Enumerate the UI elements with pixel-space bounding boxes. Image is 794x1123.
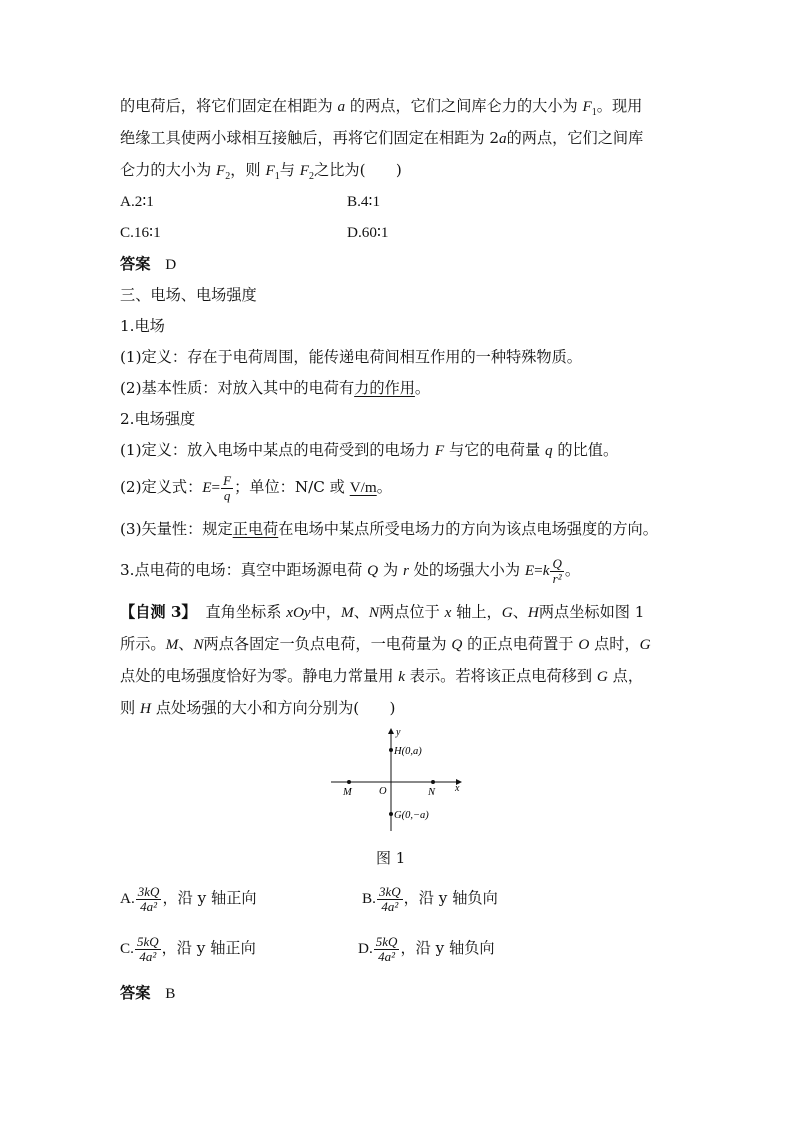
var-Q: Q — [367, 562, 379, 579]
point-M — [347, 780, 351, 784]
option-b — [362, 880, 498, 917]
answer-value: D — [165, 256, 177, 273]
problem3-line4 — [120, 697, 395, 720]
option-prefix: D. — [358, 940, 373, 957]
numerator: 3kQ — [137, 883, 160, 899]
text: 、 — [512, 603, 528, 621]
text: 点， — [612, 667, 644, 685]
problem3-line1 — [120, 601, 644, 624]
text: (3)矢量性：规定 — [120, 520, 233, 538]
text: 轴上， — [456, 603, 502, 621]
underlined-text: 力的作用 — [354, 379, 415, 397]
option-fraction — [135, 935, 161, 964]
var-O: O — [578, 636, 590, 653]
field-property — [120, 377, 430, 399]
problem2-line2 — [120, 127, 643, 150]
figure-caption: 图 1 — [376, 849, 406, 867]
problem3-line2 — [120, 633, 651, 656]
underlined-unit: V/m — [349, 479, 377, 496]
text: 表示。若将该正点电荷移到 — [409, 667, 593, 685]
answer-label: 答案 — [120, 255, 151, 273]
origin-label: O — [379, 786, 387, 797]
text: 、 — [178, 635, 194, 653]
var-k: k — [542, 562, 550, 579]
text: (2)基本性质：对放入其中的电荷有 — [120, 379, 355, 397]
subheading-intensity: 2.电场强度 — [120, 410, 196, 428]
coordinate-figure — [325, 725, 470, 837]
numerator: 3kQ — [378, 883, 401, 899]
var-F: F — [434, 442, 445, 459]
text: 。 — [414, 379, 431, 397]
text: 中， — [310, 603, 342, 621]
option-prefix: B. — [362, 890, 376, 907]
section-heading: 三、电场、电场强度 — [120, 286, 257, 304]
intensity-formula — [120, 470, 392, 505]
denominator: 4a² — [139, 948, 157, 964]
var-r: r — [402, 562, 409, 579]
subscript: 1 — [591, 107, 597, 119]
var-N: N — [193, 636, 204, 653]
denominator: 4a² — [378, 948, 396, 964]
field-definition: (1)定义：存在于电荷周围，能传递电荷间相互作用的一种特殊物质。 — [120, 348, 582, 366]
var-xOy: xOy — [286, 604, 311, 621]
point-H-label: H(0,a) — [394, 746, 422, 757]
answer-line — [120, 253, 176, 276]
numerator: Q — [552, 555, 562, 571]
denominator: 4a² — [140, 898, 158, 914]
option-prefix: C. — [120, 940, 134, 957]
var-N: N — [368, 604, 380, 621]
text: 之比为( ) — [314, 161, 402, 179]
option-text: ，沿 y 轴负向 — [403, 889, 498, 907]
text: (2)定义式： — [120, 478, 203, 496]
underlined-text: 正电荷 — [232, 520, 279, 538]
subscript: 2 — [225, 171, 231, 183]
var-a: a — [499, 130, 507, 147]
text: ；单位：N/C 或 — [234, 478, 345, 496]
problem2-line3 — [120, 159, 402, 188]
answer-label: 答案 — [120, 984, 151, 1002]
option-b: B.4∶1 — [347, 193, 381, 210]
point-N-label: N — [428, 787, 436, 798]
option-c: C.16∶1 — [120, 224, 161, 241]
text: ，则 — [230, 161, 261, 179]
fraction-Q-over-r2 — [550, 557, 563, 586]
var-F2: F — [299, 162, 310, 179]
text: 3.点电荷的电场：真空中距场源电荷 — [120, 561, 363, 579]
problem2-line1 — [120, 95, 642, 124]
equals: = — [211, 479, 221, 496]
option-c — [120, 930, 256, 967]
var-Q: Q — [451, 636, 463, 653]
point-G — [389, 812, 393, 816]
option-a: A.2∶1 — [120, 193, 154, 210]
text: 的两点，它们之间库仑力的大小为 — [349, 97, 578, 115]
subscript: 1 — [274, 171, 280, 183]
var-q: q — [544, 442, 553, 459]
var-a: a — [337, 98, 346, 115]
vector-property — [120, 518, 658, 540]
option-d: D.60∶1 — [347, 224, 389, 241]
problem-tag: 【自测 3】 — [120, 603, 197, 621]
answer-value: B — [165, 985, 176, 1002]
var-M: M — [165, 636, 179, 653]
text: 仑力的大小为 — [120, 161, 212, 179]
var-F1: F — [265, 162, 275, 179]
option-prefix: A. — [120, 890, 135, 907]
text: 的正点电荷置于 — [467, 635, 574, 653]
numerator: F — [223, 472, 232, 488]
y-axis-label: y — [396, 727, 401, 738]
subscript: 2 — [309, 171, 315, 183]
answer-line — [120, 982, 175, 1005]
point-charge-field — [120, 553, 580, 588]
option-fraction — [377, 885, 403, 914]
var-G: G — [501, 604, 513, 621]
subheading-field: 1.电场 — [120, 317, 165, 335]
text: 、 — [353, 603, 369, 621]
point-M-label: M — [343, 787, 352, 798]
text: 为 — [382, 561, 399, 579]
var-E: E — [524, 562, 535, 579]
text: 绝缘工具使两小球相互接触后，再将它们固定在相距为 2 — [120, 129, 499, 147]
var-F2: F — [215, 162, 226, 179]
text: 点处的电场强度恰好为零。静电力常量用 — [120, 667, 394, 685]
text: 所示。 — [120, 635, 166, 653]
var-H: H — [140, 700, 151, 717]
option-a — [120, 880, 257, 917]
option-text: ，沿 y 轴正向 — [161, 939, 256, 957]
var-M: M — [341, 604, 354, 621]
text: 点时， — [594, 635, 640, 653]
var-G: G — [639, 636, 651, 653]
problem3-line3 — [120, 665, 643, 688]
option-d — [358, 930, 495, 967]
text: 两点各固定一负点电荷，一电荷量为 — [203, 635, 447, 653]
text: 的电荷后，将它们固定在相距为 — [120, 97, 333, 115]
text: (1)定义：放入电场中某点的电荷受到的电场力 — [120, 441, 431, 459]
point-G-label: G(0,−a) — [394, 810, 429, 821]
text: 在电场中某点所受电场力的方向为该点电场强度的方向。 — [278, 520, 658, 538]
numerator: 5kQ — [375, 933, 398, 949]
option-fraction — [374, 935, 400, 964]
denominator: q — [223, 487, 231, 503]
text: 两点位于 — [379, 603, 440, 621]
text: 与 — [279, 161, 295, 179]
option-text: ，沿 y 轴正向 — [162, 889, 257, 907]
option-fraction — [136, 885, 162, 914]
text: 。 — [564, 561, 581, 579]
text: 的两点，它们之间库 — [506, 129, 644, 147]
var-E: E — [202, 479, 212, 496]
option-text: ，沿 y 轴负向 — [400, 939, 495, 957]
fraction-F-over-q — [221, 474, 233, 503]
numerator: 5kQ — [136, 933, 159, 949]
text: 。 — [376, 478, 392, 496]
var-x: x — [444, 604, 452, 621]
text: 两点坐标如图 1 — [538, 603, 645, 621]
text: 处的场强大小为 — [413, 561, 521, 579]
intensity-definition — [120, 439, 618, 462]
point-N — [431, 780, 435, 784]
text: 的比值。 — [557, 441, 619, 459]
denominator: r² — [552, 570, 562, 586]
equals: = — [534, 562, 543, 579]
text: 与它的电荷量 — [449, 441, 541, 459]
text: 点处场强的大小和方向分别为( ) — [155, 699, 396, 717]
denominator: 4a² — [381, 898, 399, 914]
text: 。现用 — [596, 97, 643, 115]
point-H — [389, 748, 393, 752]
var-G: G — [596, 668, 608, 685]
x-axis-label: x — [455, 783, 460, 794]
text: 则 — [120, 699, 136, 717]
var-F1: F — [582, 98, 592, 115]
text: 直角坐标系 — [205, 603, 282, 621]
var-H: H — [527, 604, 539, 621]
var-k: k — [398, 668, 405, 685]
